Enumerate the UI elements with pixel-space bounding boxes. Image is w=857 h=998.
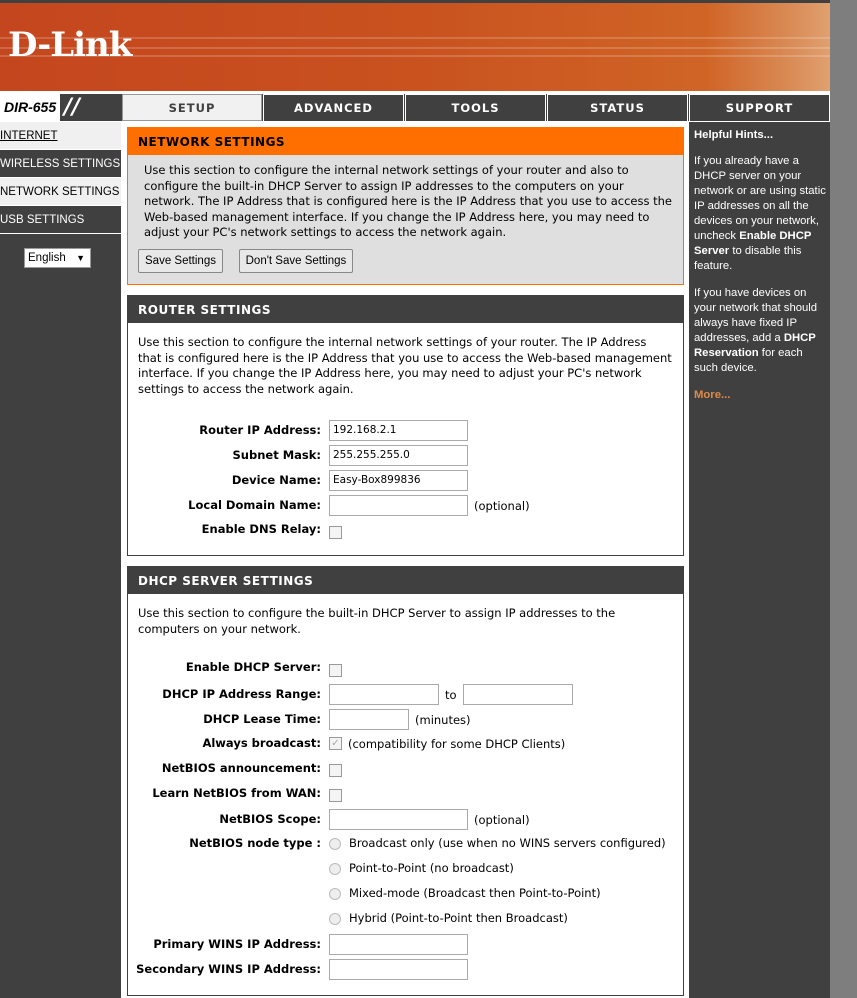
dns-relay-checkbox[interactable] bbox=[329, 526, 342, 539]
always-broadcast-label: Always broadcast: bbox=[202, 736, 321, 750]
main-content bbox=[122, 122, 688, 998]
dhcp-range-label: DHCP IP Address Range: bbox=[162, 687, 321, 701]
more-hints-link[interactable]: More... bbox=[694, 389, 731, 401]
top-nav bbox=[0, 94, 830, 121]
helpful-hints-panel bbox=[689, 122, 830, 998]
dhcp-range-end-input[interactable] bbox=[463, 684, 573, 705]
netbios-announcement-label: NetBIOS announcement: bbox=[161, 761, 321, 775]
enable-dhcp-label: Enable DHCP Server: bbox=[185, 660, 321, 674]
device-name-input[interactable]: Easy-Box899836 bbox=[329, 470, 468, 491]
local-domain-label: Local Domain Name: bbox=[188, 498, 321, 512]
tab-support[interactable]: SUPPORT bbox=[689, 94, 830, 121]
sidebar-item-usb-settings[interactable]: USB SETTINGS bbox=[0, 206, 121, 234]
hints-title: Helpful Hints... bbox=[694, 129, 774, 141]
router-ip-label: Router IP Address: bbox=[199, 423, 321, 437]
broadcast-note: (compatibility for some DHCP Clients) bbox=[348, 736, 566, 751]
local-domain-input[interactable] bbox=[329, 495, 468, 516]
always-broadcast-checkbox[interactable]: ✓ bbox=[329, 737, 342, 750]
subnet-mask-label: Subnet Mask: bbox=[232, 448, 321, 462]
lease-time-input[interactable] bbox=[329, 709, 409, 730]
node-type-radio[interactable] bbox=[329, 838, 341, 850]
subnet-mask-input[interactable]: 255.255.255.0 bbox=[329, 445, 468, 466]
tab-advanced[interactable]: ADVANCED bbox=[263, 94, 404, 121]
node-option-label: Point-to-Point (no broadcast) bbox=[349, 861, 514, 875]
router-settings-description: Use this section to configure the internal network settings of your router. The IP Address that is configured here is the IP Address that you use to access the Web-based management interface. If you change the IP Address here, you may need to adjust your PC's network settings to access the network again. bbox=[138, 335, 672, 396]
dlink-logo: D-Link bbox=[8, 25, 132, 65]
tab-tools[interactable]: TOOLS bbox=[405, 94, 546, 121]
enable-dhcp-checkbox[interactable] bbox=[329, 664, 342, 677]
network-settings-title: NETWORK SETTINGS bbox=[128, 128, 683, 155]
primary-wins-input[interactable] bbox=[329, 934, 468, 955]
optional-note: (optional) bbox=[474, 498, 530, 513]
chevron-down-icon: ▼ bbox=[76, 253, 85, 263]
node-option-label: Mixed-mode (Broadcast then Point-to-Point) bbox=[349, 886, 601, 900]
node-option-label: Hybrid (Point-to-Point then Broadcast) bbox=[349, 911, 568, 925]
hint-paragraph: If you already have a DHCP server on your network or are using static IP addresses on all the devices on your network, uncheck Enable DHCP Server to disable this feature. bbox=[694, 155, 826, 272]
secondary-wins-input[interactable] bbox=[329, 959, 468, 980]
optional-note: (optional) bbox=[474, 812, 530, 827]
dont-save-settings-button[interactable]: Don't Save Settings bbox=[239, 249, 354, 273]
sidebar-item-network-settings[interactable]: NETWORK SETTINGS bbox=[0, 178, 121, 206]
router-ip-input[interactable]: 192.168.2.1 bbox=[329, 420, 468, 441]
header-banner bbox=[0, 3, 830, 91]
dhcp-range-start-input[interactable] bbox=[329, 684, 439, 705]
range-to-label: to bbox=[445, 687, 457, 702]
slash-decoration: // bbox=[64, 95, 81, 120]
netbios-announcement-checkbox[interactable] bbox=[329, 764, 342, 777]
model-label: DIR-655 bbox=[0, 94, 60, 121]
router-settings-title: ROUTER SETTINGS bbox=[128, 296, 683, 323]
dhcp-settings-title: DHCP SERVER SETTINGS bbox=[128, 567, 683, 594]
page-margin bbox=[830, 0, 857, 998]
node-option-label: Broadcast only (use when no WINS servers configured) bbox=[349, 836, 666, 850]
learn-netbios-label: Learn NetBIOS from WAN: bbox=[152, 786, 321, 800]
netbios-scope-label: NetBIOS Scope: bbox=[219, 812, 321, 826]
secondary-wins-label: Secondary WINS IP Address: bbox=[136, 962, 321, 976]
network-settings-description: Use this section to configure the internal network settings of your router and also to configure the built-in DHCP Server to assign IP addresses to the computers on your network. The IP Address that is configured here is the IP Address that you use to access the Web-based management interface. If you change the IP Address here, you may need to adjust your PC's network settings to access the network again. bbox=[144, 163, 672, 239]
netbios-node-type-label: NetBIOS node type : bbox=[189, 836, 321, 850]
save-settings-button[interactable]: Save Settings bbox=[138, 249, 223, 273]
hint-paragraph: If you have devices on your network that should always have fixed IP addresses, add a DHCP Reservation for each such device. bbox=[694, 287, 818, 374]
node-type-radio[interactable] bbox=[329, 888, 341, 900]
lease-unit: (minutes) bbox=[415, 712, 471, 727]
primary-wins-label: Primary WINS IP Address: bbox=[153, 937, 321, 951]
lease-time-label: DHCP Lease Time: bbox=[203, 712, 321, 726]
sidebar-item-wireless-settings[interactable]: WIRELESS SETTINGS bbox=[0, 150, 121, 178]
router-settings-panel bbox=[127, 295, 684, 556]
node-type-radio[interactable] bbox=[329, 913, 341, 925]
network-settings-panel bbox=[127, 127, 684, 285]
netbios-scope-input[interactable] bbox=[329, 809, 468, 830]
dns-relay-label: Enable DNS Relay: bbox=[201, 522, 321, 536]
sidebar bbox=[0, 122, 121, 998]
node-type-radio[interactable] bbox=[329, 863, 341, 875]
sidebar-item-internet[interactable]: INTERNET bbox=[0, 122, 121, 150]
tab-status[interactable]: STATUS bbox=[547, 94, 688, 121]
tab-setup[interactable]: SETUP bbox=[122, 94, 262, 121]
dhcp-server-panel bbox=[127, 566, 684, 996]
device-name-label: Device Name: bbox=[231, 473, 321, 487]
learn-netbios-checkbox[interactable] bbox=[329, 789, 342, 802]
language-value: English bbox=[28, 252, 66, 264]
dhcp-settings-description: Use this section to configure the built-in DHCP Server to assign IP addresses to the computers on your network. bbox=[138, 606, 616, 636]
language-select[interactable] bbox=[24, 248, 91, 268]
